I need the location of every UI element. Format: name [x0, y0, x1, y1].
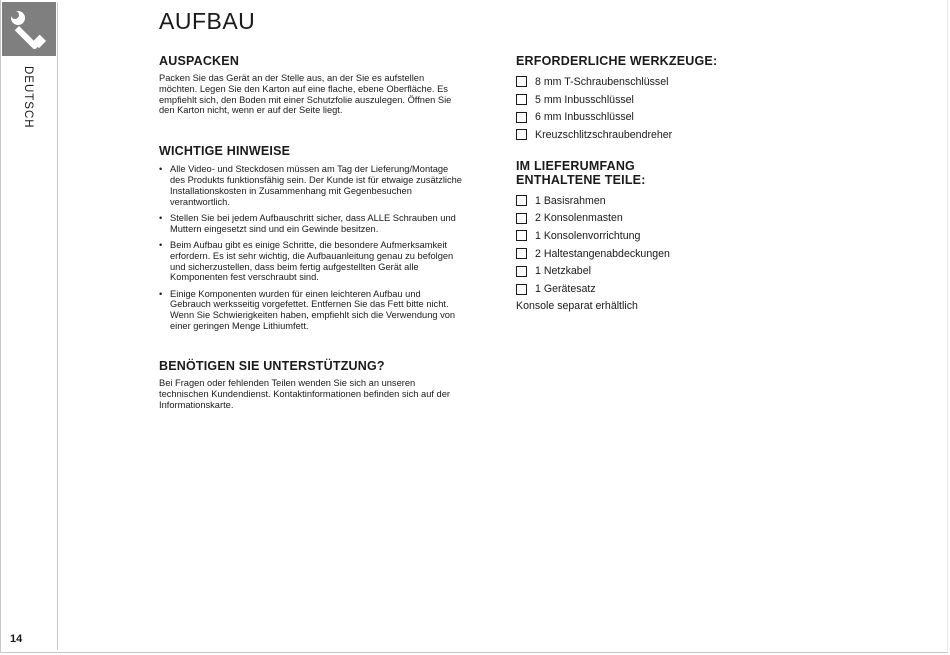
support-heading: BENÖTIGEN SIE UNTERSTÜTZUNG?	[159, 359, 385, 374]
checkbox[interactable]	[516, 213, 527, 224]
hinweise-heading: WICHTIGE HINWEISE	[159, 144, 291, 159]
checklist-item: 2 Konsolenmasten	[516, 209, 776, 227]
auspacken-text: Packen Sie das Gerät an der Stelle aus, an der Sie es aufstellen möchten. Legen Sie den Karton auf eine flache, ebene Oberfläche. Es empfiehlt sich, den Boden mit einer Schutzfolie auszulegen. Öffnen Sie den Karton nicht, wenn er auf der Seite liegt.	[159, 73, 452, 116]
checkbox[interactable]	[516, 94, 527, 105]
checkbox[interactable]	[516, 266, 527, 277]
checklist-item: 5 mm Inbusschlüssel	[516, 91, 776, 109]
checkbox[interactable]	[516, 76, 527, 87]
list-item: • Stellen Sie bei jedem Aufbauschritt sicher, dass ALLE Schrauben und Muttern eingesetzt sind und ein Gewinde besitzen.	[159, 212, 456, 234]
checkbox[interactable]	[516, 129, 527, 140]
list-item: • Beim Aufbau gibt es einige Schritte, die besondere Aufmerksamkeit erfordern. Es ist sehr wichtig, die Aufbauanleitung genau zu befolgen und sicherzustellen, dass beim fertig aufgestellten Gerät alle Komponenten fest verschraubt sind.	[159, 239, 454, 283]
console-note: Konsole separat erhältlich	[516, 299, 638, 312]
checklist-item: 2 Haltestangenabdeckungen	[516, 245, 776, 263]
checklist-item: 1 Basisrahmen	[516, 192, 776, 210]
checklist-item: 8 mm T-Schraubenschlüssel	[516, 73, 776, 91]
language-text: DEUTSCH	[22, 66, 34, 129]
checkbox[interactable]	[516, 112, 527, 123]
checkbox[interactable]	[516, 284, 527, 295]
werkzeuge-list	[516, 73, 776, 144]
wrench-icon	[9, 9, 49, 49]
checklist-item: 1 Konsolenvorrichtung	[516, 227, 776, 245]
page-number: 14	[10, 633, 23, 645]
left-column	[159, 54, 464, 411]
hinweise-list	[159, 164, 464, 332]
checkbox[interactable]	[516, 230, 527, 241]
list-item: • Einige Komponenten wurden für einen leichteren Aufbau und Gebrauch werksseitig vorgefettet. Entfernen Sie das Fett bitte nicht. Wenn Sie Schwierigkeiten haben, empfiehlt sich die Verwendung von einer geringen Menge Lithiumfett.	[159, 288, 456, 332]
right-column	[516, 54, 776, 312]
checklist-item: 1 Netzkabel	[516, 263, 776, 281]
checkbox[interactable]	[516, 195, 527, 206]
list-item: • Alle Video- und Steckdosen müssen am Tag der Lieferung/Montage des Produkts funktionsfähig sein. Der Kunde ist für etwaige zusätzliche Installationskosten in Zusammenhang mit Gegenbesuchen verantwortlich.	[159, 164, 462, 207]
section-icon-box	[2, 2, 56, 56]
werkzeuge-heading: ERFORDERLICHE WERKZEUGE:	[516, 54, 718, 68]
page-title: AUFBAU	[159, 8, 256, 34]
checklist-item: Kreuzschlitzschraubendreher	[516, 126, 776, 144]
lieferumfang-list	[516, 192, 776, 298]
sidebar-divider	[57, 2, 58, 650]
lieferumfang-heading: IM LIEFERUMFANG ENTHALTENE TEILE:	[516, 158, 646, 187]
checklist-item: 1 Gerätesatz	[516, 280, 776, 298]
auspacken-heading: AUSPACKEN	[159, 54, 240, 68]
language-label	[10, 66, 34, 136]
checkbox[interactable]	[516, 248, 527, 259]
support-text: Bei Fragen oder fehlenden Teilen wenden Sie sich an unseren technischen Kundendienst. Kontaktinformationen befinden sich auf der Informationskarte.	[159, 378, 450, 410]
checklist-item: 6 mm Inbusschlüssel	[516, 108, 776, 126]
